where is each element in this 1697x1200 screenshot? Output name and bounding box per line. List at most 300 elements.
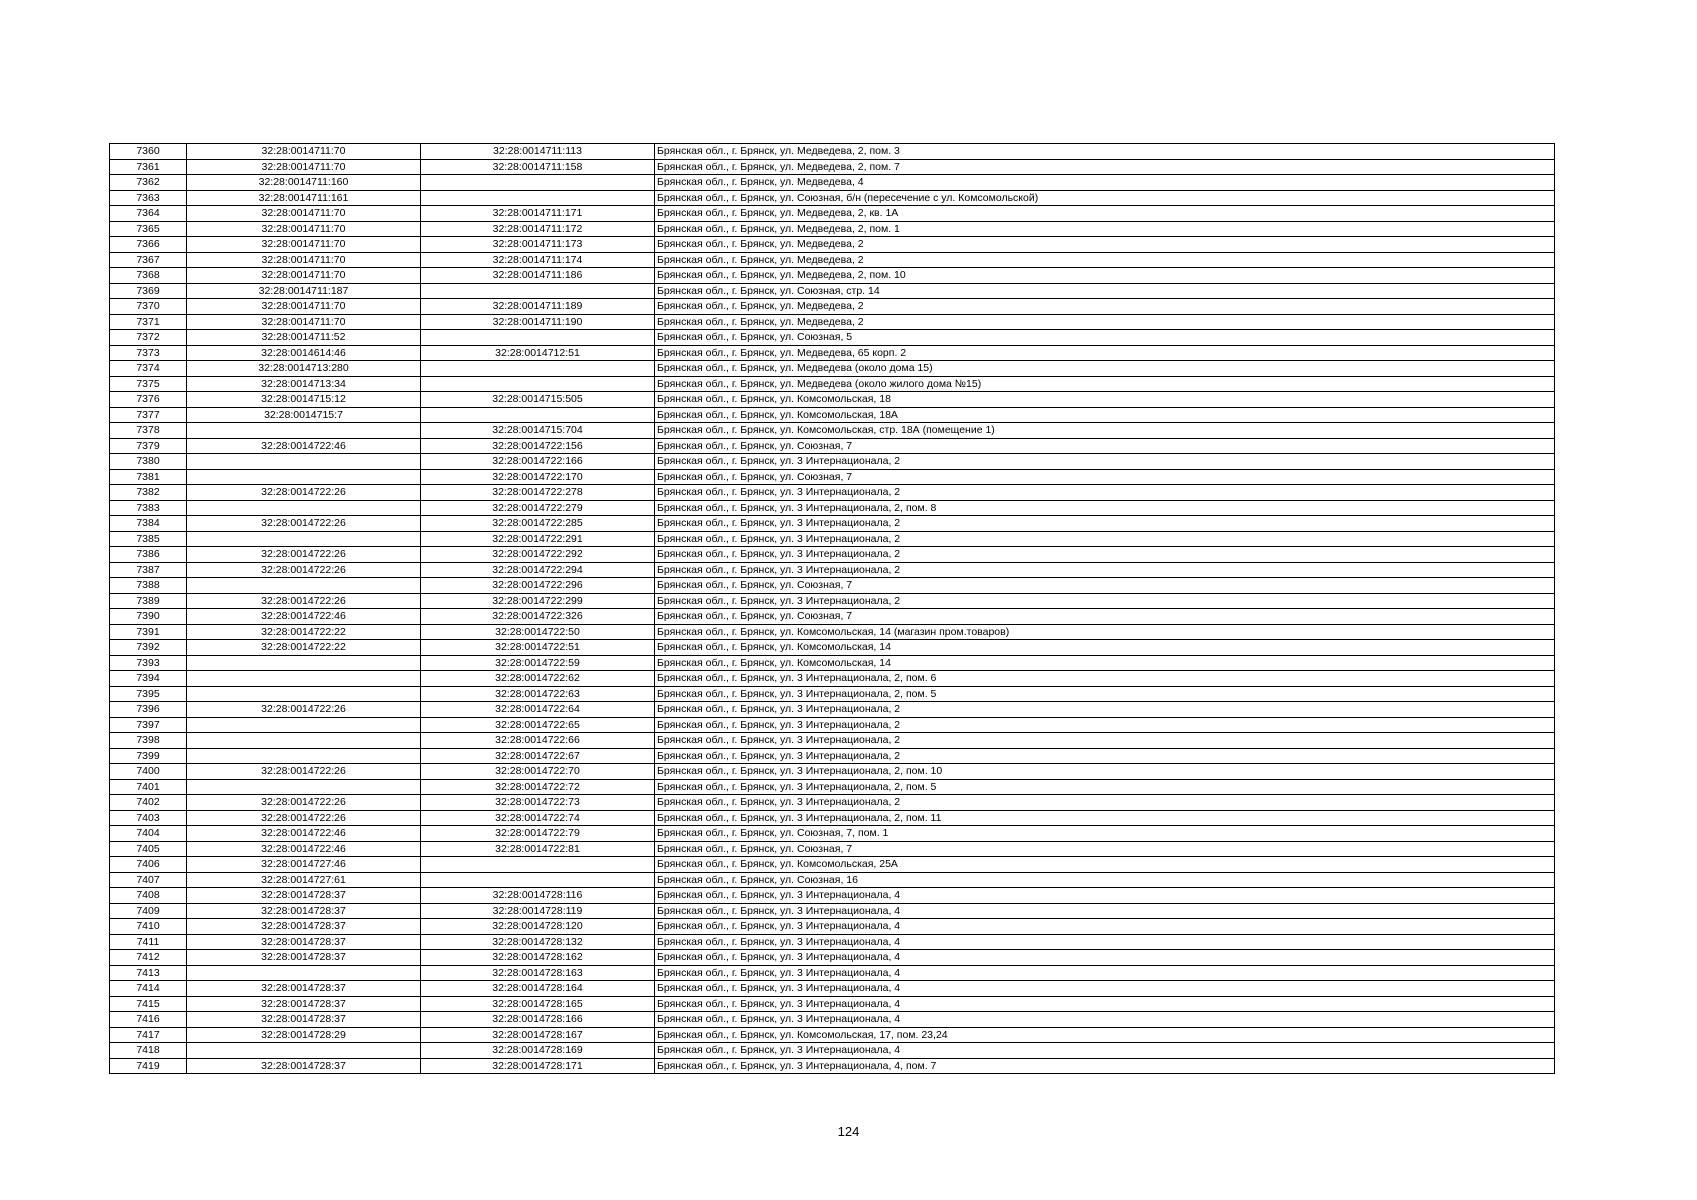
object-cadastral-number-cell: 32:28:0014722:79	[421, 826, 655, 842]
table-row	[110, 252, 1555, 268]
address-cell: Брянская обл., г. Брянск, ул. Комсомольская, 14 (магазин пром.товаров)	[655, 624, 1555, 640]
object-cadastral-number-cell	[421, 175, 655, 191]
address-cell: Брянская обл., г. Брянск, ул. 3 Интернационала, 2, пом. 10	[655, 764, 1555, 780]
object-cadastral-number-cell: 32:28:0014728:162	[421, 950, 655, 966]
table-row	[110, 345, 1555, 361]
table-row	[110, 779, 1555, 795]
address-cell: Брянская обл., г. Брянск, ул. 3 Интернационала, 2, пом. 6	[655, 671, 1555, 687]
parent-cadastral-number-cell: 32:28:0014722:26	[187, 516, 421, 532]
object-cadastral-number-cell: 32:28:0014711:173	[421, 237, 655, 253]
row-number-cell: 7375	[110, 376, 187, 392]
parent-cadastral-number-cell: 32:28:0014711:161	[187, 190, 421, 206]
parent-cadastral-number-cell	[187, 500, 421, 516]
table-row	[110, 810, 1555, 826]
table-row	[110, 686, 1555, 702]
address-cell: Брянская обл., г. Брянск, ул. Медведева, 4	[655, 175, 1555, 191]
object-cadastral-number-cell: 32:28:0014722:81	[421, 841, 655, 857]
row-number-cell: 7417	[110, 1027, 187, 1043]
table-row	[110, 1027, 1555, 1043]
parent-cadastral-number-cell: 32:28:0014722:26	[187, 702, 421, 718]
object-cadastral-number-cell: 32:28:0014722:72	[421, 779, 655, 795]
table-row	[110, 531, 1555, 547]
table-row	[110, 1043, 1555, 1059]
object-cadastral-number-cell: 32:28:0014722:50	[421, 624, 655, 640]
object-cadastral-number-cell: 32:28:0014715:704	[421, 423, 655, 439]
row-number-cell: 7378	[110, 423, 187, 439]
address-cell: Брянская обл., г. Брянск, ул. Союзная, 16	[655, 872, 1555, 888]
object-cadastral-number-cell: 32:28:0014711:189	[421, 299, 655, 315]
table-row	[110, 330, 1555, 346]
address-cell: Брянская обл., г. Брянск, ул. 3 Интернационала, 2, пом. 8	[655, 500, 1555, 516]
object-cadastral-number-cell	[421, 857, 655, 873]
parent-cadastral-number-cell: 32:28:0014722:46	[187, 438, 421, 454]
address-cell: Брянская обл., г. Брянск, ул. Медведева, 2	[655, 314, 1555, 330]
table-row	[110, 578, 1555, 594]
address-cell: Брянская обл., г. Брянск, ул. Союзная, 7	[655, 578, 1555, 594]
object-cadastral-number-cell: 32:28:0014711:158	[421, 159, 655, 175]
object-cadastral-number-cell: 32:28:0014728:167	[421, 1027, 655, 1043]
address-cell: Брянская обл., г. Брянск, ул. Комсомольская, 17, пом. 23,24	[655, 1027, 1555, 1043]
table-row	[110, 206, 1555, 222]
row-number-cell: 7388	[110, 578, 187, 594]
parent-cadastral-number-cell: 32:28:0014722:26	[187, 562, 421, 578]
row-number-cell: 7395	[110, 686, 187, 702]
object-cadastral-number-cell: 32:28:0014722:294	[421, 562, 655, 578]
row-number-cell: 7393	[110, 655, 187, 671]
address-cell: Брянская обл., г. Брянск, ул. 3 Интернационала, 4	[655, 934, 1555, 950]
address-cell: Брянская обл., г. Брянск, ул. Комсомольская, стр. 18А (помещение 1)	[655, 423, 1555, 439]
parent-cadastral-number-cell	[187, 531, 421, 547]
parent-cadastral-number-cell	[187, 1043, 421, 1059]
object-cadastral-number-cell: 32:28:0014728:116	[421, 888, 655, 904]
address-cell: Брянская обл., г. Брянск, ул. 3 Интернационала, 4	[655, 1043, 1555, 1059]
parent-cadastral-number-cell: 32:28:0014728:37	[187, 950, 421, 966]
table-row	[110, 872, 1555, 888]
parent-cadastral-number-cell: 32:28:0014711:70	[187, 144, 421, 160]
object-cadastral-number-cell: 32:28:0014728:165	[421, 996, 655, 1012]
table-row	[110, 748, 1555, 764]
parent-cadastral-number-cell: 32:28:0014722:26	[187, 764, 421, 780]
table-row	[110, 144, 1555, 160]
row-number-cell: 7394	[110, 671, 187, 687]
parent-cadastral-number-cell: 32:28:0014722:22	[187, 640, 421, 656]
parent-cadastral-number-cell: 32:28:0014711:52	[187, 330, 421, 346]
table-row	[110, 485, 1555, 501]
table-row	[110, 795, 1555, 811]
object-cadastral-number-cell: 32:28:0014722:285	[421, 516, 655, 532]
table-row	[110, 640, 1555, 656]
parent-cadastral-number-cell: 32:28:0014728:37	[187, 903, 421, 919]
table-row	[110, 919, 1555, 935]
object-cadastral-number-cell: 32:28:0014722:278	[421, 485, 655, 501]
parent-cadastral-number-cell	[187, 423, 421, 439]
address-cell: Брянская обл., г. Брянск, ул. 3 Интернационала, 4, пом. 7	[655, 1058, 1555, 1074]
row-number-cell: 7363	[110, 190, 187, 206]
row-number-cell: 7419	[110, 1058, 187, 1074]
table-row	[110, 1012, 1555, 1028]
address-cell: Брянская обл., г. Брянск, ул. Медведева, 2, пом. 1	[655, 221, 1555, 237]
address-cell: Брянская обл., г. Брянск, ул. Медведева (около дома 15)	[655, 361, 1555, 377]
row-number-cell: 7373	[110, 345, 187, 361]
address-cell: Брянская обл., г. Брянск, ул. Комсомольская, 14	[655, 640, 1555, 656]
table-row	[110, 609, 1555, 625]
parent-cadastral-number-cell: 32:28:0014715:12	[187, 392, 421, 408]
parent-cadastral-number-cell: 32:28:0014728:37	[187, 919, 421, 935]
table-row	[110, 965, 1555, 981]
row-number-cell: 7389	[110, 593, 187, 609]
address-cell: Брянская обл., г. Брянск, ул. Медведева, 2, пом. 10	[655, 268, 1555, 284]
table-row	[110, 950, 1555, 966]
table-row	[110, 376, 1555, 392]
table-row	[110, 593, 1555, 609]
address-cell: Брянская обл., г. Брянск, ул. 3 Интернационала, 2, пом. 5	[655, 686, 1555, 702]
table-row	[110, 190, 1555, 206]
row-number-cell: 7376	[110, 392, 187, 408]
object-cadastral-number-cell	[421, 407, 655, 423]
parent-cadastral-number-cell: 32:28:0014713:280	[187, 361, 421, 377]
address-cell: Брянская обл., г. Брянск, ул. Медведева, 2	[655, 237, 1555, 253]
parent-cadastral-number-cell: 32:28:0014728:37	[187, 1058, 421, 1074]
address-cell: Брянская обл., г. Брянск, ул. Союзная, 7	[655, 469, 1555, 485]
table-row	[110, 454, 1555, 470]
address-cell: Брянская обл., г. Брянск, ул. 3 Интернационала, 2	[655, 547, 1555, 563]
object-cadastral-number-cell: 32:28:0014711:171	[421, 206, 655, 222]
row-number-cell: 7391	[110, 624, 187, 640]
object-cadastral-number-cell: 32:28:0014728:171	[421, 1058, 655, 1074]
parent-cadastral-number-cell	[187, 748, 421, 764]
address-cell: Брянская обл., г. Брянск, ул. Союзная, 7	[655, 609, 1555, 625]
table-row	[110, 469, 1555, 485]
row-number-cell: 7392	[110, 640, 187, 656]
object-cadastral-number-cell: 32:28:0014728:132	[421, 934, 655, 950]
address-cell: Брянская обл., г. Брянск, ул. 3 Интернационала, 2	[655, 531, 1555, 547]
row-number-cell: 7402	[110, 795, 187, 811]
object-cadastral-number-cell: 32:28:0014728:163	[421, 965, 655, 981]
row-number-cell: 7408	[110, 888, 187, 904]
object-cadastral-number-cell: 32:28:0014722:67	[421, 748, 655, 764]
parent-cadastral-number-cell: 32:28:0014722:26	[187, 810, 421, 826]
row-number-cell: 7360	[110, 144, 187, 160]
object-cadastral-number-cell: 32:28:0014722:65	[421, 717, 655, 733]
object-cadastral-number-cell: 32:28:0014722:64	[421, 702, 655, 718]
object-cadastral-number-cell: 32:28:0014711:174	[421, 252, 655, 268]
address-cell: Брянская обл., г. Брянск, ул. Союзная, б/н (пересечение с ул. Комсомольской)	[655, 190, 1555, 206]
address-cell: Брянская обл., г. Брянск, ул. 3 Интернационала, 2	[655, 702, 1555, 718]
parent-cadastral-number-cell: 32:28:0014711:70	[187, 252, 421, 268]
row-number-cell: 7361	[110, 159, 187, 175]
object-cadastral-number-cell: 32:28:0014722:170	[421, 469, 655, 485]
row-number-cell: 7384	[110, 516, 187, 532]
parent-cadastral-number-cell	[187, 717, 421, 733]
object-cadastral-number-cell	[421, 376, 655, 392]
row-number-cell: 7364	[110, 206, 187, 222]
object-cadastral-number-cell: 32:28:0014728:169	[421, 1043, 655, 1059]
table-row	[110, 1058, 1555, 1074]
parent-cadastral-number-cell: 32:28:0014711:70	[187, 221, 421, 237]
row-number-cell: 7405	[110, 841, 187, 857]
row-number-cell: 7370	[110, 299, 187, 315]
row-number-cell: 7386	[110, 547, 187, 563]
address-cell: Брянская обл., г. Брянск, ул. Медведева, 65 корп. 2	[655, 345, 1555, 361]
address-cell: Брянская обл., г. Брянск, ул. 3 Интернационала, 4	[655, 996, 1555, 1012]
object-cadastral-number-cell: 32:28:0014711:172	[421, 221, 655, 237]
address-cell: Брянская обл., г. Брянск, ул. 3 Интернационала, 2	[655, 485, 1555, 501]
object-cadastral-number-cell: 32:28:0014722:63	[421, 686, 655, 702]
address-cell: Брянская обл., г. Брянск, ул. Комсомольская, 18	[655, 392, 1555, 408]
object-cadastral-number-cell: 32:28:0014722:74	[421, 810, 655, 826]
parent-cadastral-number-cell: 32:28:0014711:70	[187, 299, 421, 315]
address-cell: Брянская обл., г. Брянск, ул. Союзная, 7, пом. 1	[655, 826, 1555, 842]
object-cadastral-number-cell: 32:28:0014722:51	[421, 640, 655, 656]
address-cell: Брянская обл., г. Брянск, ул. 3 Интернационала, 2	[655, 454, 1555, 470]
table-row	[110, 562, 1555, 578]
object-cadastral-number-cell: 32:28:0014715:505	[421, 392, 655, 408]
address-cell: Брянская обл., г. Брянск, ул. 3 Интернационала, 4	[655, 888, 1555, 904]
object-cadastral-number-cell	[421, 330, 655, 346]
parent-cadastral-number-cell: 32:28:0014711:70	[187, 206, 421, 222]
address-cell: Брянская обл., г. Брянск, ул. 3 Интернационала, 2	[655, 562, 1555, 578]
object-cadastral-number-cell: 32:28:0014722:291	[421, 531, 655, 547]
table-row	[110, 934, 1555, 950]
row-number-cell: 7397	[110, 717, 187, 733]
parent-cadastral-number-cell: 32:28:0014711:70	[187, 159, 421, 175]
table-row	[110, 981, 1555, 997]
registry-table	[109, 143, 1555, 1074]
parent-cadastral-number-cell: 32:28:0014728:37	[187, 934, 421, 950]
row-number-cell: 7377	[110, 407, 187, 423]
table-row	[110, 500, 1555, 516]
parent-cadastral-number-cell	[187, 454, 421, 470]
table-row	[110, 299, 1555, 315]
address-cell: Брянская обл., г. Брянск, ул. Союзная, 7	[655, 841, 1555, 857]
object-cadastral-number-cell: 32:28:0014722:296	[421, 578, 655, 594]
parent-cadastral-number-cell: 32:28:0014715:7	[187, 407, 421, 423]
object-cadastral-number-cell: 32:28:0014711:186	[421, 268, 655, 284]
address-cell: Брянская обл., г. Брянск, ул. Медведева, 2, кв. 1А	[655, 206, 1555, 222]
row-number-cell: 7403	[110, 810, 187, 826]
address-cell: Брянская обл., г. Брянск, ул. 3 Интернационала, 4	[655, 919, 1555, 935]
table-row	[110, 516, 1555, 532]
row-number-cell: 7418	[110, 1043, 187, 1059]
table-row	[110, 159, 1555, 175]
address-cell: Брянская обл., г. Брянск, ул. 3 Интернационала, 2, пом. 5	[655, 779, 1555, 795]
table-row	[110, 888, 1555, 904]
object-cadastral-number-cell: 32:28:0014728:119	[421, 903, 655, 919]
parent-cadastral-number-cell	[187, 779, 421, 795]
parent-cadastral-number-cell	[187, 469, 421, 485]
row-number-cell: 7374	[110, 361, 187, 377]
row-number-cell: 7381	[110, 469, 187, 485]
parent-cadastral-number-cell: 32:28:0014728:37	[187, 1012, 421, 1028]
row-number-cell: 7371	[110, 314, 187, 330]
table-row	[110, 438, 1555, 454]
table-row	[110, 423, 1555, 439]
row-number-cell: 7383	[110, 500, 187, 516]
parent-cadastral-number-cell: 32:28:0014711:70	[187, 237, 421, 253]
table-row	[110, 283, 1555, 299]
table-row	[110, 547, 1555, 563]
table-row	[110, 996, 1555, 1012]
address-cell: Брянская обл., г. Брянск, ул. Медведева (около жилого дома №15)	[655, 376, 1555, 392]
object-cadastral-number-cell: 32:28:0014728:164	[421, 981, 655, 997]
row-number-cell: 7410	[110, 919, 187, 935]
row-number-cell: 7399	[110, 748, 187, 764]
parent-cadastral-number-cell: 32:28:0014711:70	[187, 314, 421, 330]
table-row	[110, 857, 1555, 873]
address-cell: Брянская обл., г. Брянск, ул. Союзная, 5	[655, 330, 1555, 346]
row-number-cell: 7400	[110, 764, 187, 780]
address-cell: Брянская обл., г. Брянск, ул. Медведева, 2, пом. 7	[655, 159, 1555, 175]
object-cadastral-number-cell: 32:28:0014722:279	[421, 500, 655, 516]
parent-cadastral-number-cell	[187, 671, 421, 687]
row-number-cell: 7413	[110, 965, 187, 981]
parent-cadastral-number-cell: 32:28:0014722:26	[187, 795, 421, 811]
parent-cadastral-number-cell	[187, 965, 421, 981]
object-cadastral-number-cell: 32:28:0014728:120	[421, 919, 655, 935]
address-cell: Брянская обл., г. Брянск, ул. 3 Интернационала, 2	[655, 748, 1555, 764]
parent-cadastral-number-cell: 32:28:0014722:46	[187, 826, 421, 842]
page-number: 124	[837, 1124, 860, 1139]
object-cadastral-number-cell: 32:28:0014722:299	[421, 593, 655, 609]
object-cadastral-number-cell	[421, 283, 655, 299]
address-cell: Брянская обл., г. Брянск, ул. 3 Интернационала, 2	[655, 593, 1555, 609]
parent-cadastral-number-cell: 32:28:0014711:160	[187, 175, 421, 191]
row-number-cell: 7385	[110, 531, 187, 547]
row-number-cell: 7362	[110, 175, 187, 191]
parent-cadastral-number-cell: 32:28:0014728:37	[187, 996, 421, 1012]
parent-cadastral-number-cell: 32:28:0014722:26	[187, 485, 421, 501]
parent-cadastral-number-cell: 32:28:0014722:22	[187, 624, 421, 640]
row-number-cell: 7416	[110, 1012, 187, 1028]
parent-cadastral-number-cell: 32:28:0014728:29	[187, 1027, 421, 1043]
address-cell: Брянская обл., г. Брянск, ул. 3 Интернационала, 4	[655, 981, 1555, 997]
table-row	[110, 841, 1555, 857]
table-row	[110, 237, 1555, 253]
parent-cadastral-number-cell: 32:28:0014728:37	[187, 888, 421, 904]
parent-cadastral-number-cell: 32:28:0014722:46	[187, 841, 421, 857]
row-number-cell: 7368	[110, 268, 187, 284]
table-row	[110, 826, 1555, 842]
address-cell: Брянская обл., г. Брянск, ул. Комсомольская, 18А	[655, 407, 1555, 423]
row-number-cell: 7379	[110, 438, 187, 454]
row-number-cell: 7407	[110, 872, 187, 888]
address-cell: Брянская обл., г. Брянск, ул. Медведева, 2	[655, 299, 1555, 315]
object-cadastral-number-cell: 32:28:0014722:292	[421, 547, 655, 563]
table-row	[110, 361, 1555, 377]
object-cadastral-number-cell: 32:28:0014722:66	[421, 733, 655, 749]
parent-cadastral-number-cell	[187, 733, 421, 749]
row-number-cell: 7396	[110, 702, 187, 718]
parent-cadastral-number-cell: 32:28:0014722:46	[187, 609, 421, 625]
parent-cadastral-number-cell: 32:28:0014722:26	[187, 547, 421, 563]
address-cell: Брянская обл., г. Брянск, ул. 3 Интернационала, 2	[655, 733, 1555, 749]
object-cadastral-number-cell: 32:28:0014722:166	[421, 454, 655, 470]
address-cell: Брянская обл., г. Брянск, ул. Медведева, 2	[655, 252, 1555, 268]
object-cadastral-number-cell: 32:28:0014722:70	[421, 764, 655, 780]
address-cell: Брянская обл., г. Брянск, ул. Комсомольская, 14	[655, 655, 1555, 671]
row-number-cell: 7372	[110, 330, 187, 346]
object-cadastral-number-cell: 32:28:0014722:156	[421, 438, 655, 454]
object-cadastral-number-cell: 32:28:0014728:166	[421, 1012, 655, 1028]
table-row	[110, 671, 1555, 687]
table-row	[110, 717, 1555, 733]
address-cell: Брянская обл., г. Брянск, ул. Комсомольская, 25А	[655, 857, 1555, 873]
parent-cadastral-number-cell: 32:28:0014728:37	[187, 981, 421, 997]
row-number-cell: 7398	[110, 733, 187, 749]
table-row	[110, 764, 1555, 780]
parent-cadastral-number-cell: 32:28:0014727:61	[187, 872, 421, 888]
object-cadastral-number-cell: 32:28:0014722:73	[421, 795, 655, 811]
object-cadastral-number-cell	[421, 872, 655, 888]
table-row	[110, 268, 1555, 284]
row-number-cell: 7380	[110, 454, 187, 470]
parent-cadastral-number-cell	[187, 578, 421, 594]
object-cadastral-number-cell	[421, 190, 655, 206]
object-cadastral-number-cell: 32:28:0014722:59	[421, 655, 655, 671]
object-cadastral-number-cell	[421, 361, 655, 377]
table-row	[110, 903, 1555, 919]
address-cell: Брянская обл., г. Брянск, ул. 3 Интернационала, 4	[655, 965, 1555, 981]
row-number-cell: 7387	[110, 562, 187, 578]
address-cell: Брянская обл., г. Брянск, ул. Медведева, 2, пом. 3	[655, 144, 1555, 160]
row-number-cell: 7412	[110, 950, 187, 966]
row-number-cell: 7415	[110, 996, 187, 1012]
row-number-cell: 7406	[110, 857, 187, 873]
parent-cadastral-number-cell	[187, 686, 421, 702]
row-number-cell: 7409	[110, 903, 187, 919]
address-cell: Брянская обл., г. Брянск, ул. 3 Интернационала, 4	[655, 1012, 1555, 1028]
table-row	[110, 624, 1555, 640]
table-body	[110, 144, 1555, 1074]
object-cadastral-number-cell: 32:28:0014722:62	[421, 671, 655, 687]
table-row	[110, 175, 1555, 191]
object-cadastral-number-cell: 32:28:0014722:326	[421, 609, 655, 625]
row-number-cell: 7365	[110, 221, 187, 237]
row-number-cell: 7404	[110, 826, 187, 842]
address-cell: Брянская обл., г. Брянск, ул. 3 Интернационала, 2	[655, 717, 1555, 733]
row-number-cell: 7382	[110, 485, 187, 501]
row-number-cell: 7401	[110, 779, 187, 795]
table-row	[110, 392, 1555, 408]
parent-cadastral-number-cell: 32:28:0014722:26	[187, 593, 421, 609]
address-cell: Брянская обл., г. Брянск, ул. Союзная, 7	[655, 438, 1555, 454]
table-row	[110, 733, 1555, 749]
row-number-cell: 7411	[110, 934, 187, 950]
row-number-cell: 7366	[110, 237, 187, 253]
table-row	[110, 314, 1555, 330]
parent-cadastral-number-cell: 32:28:0014711:70	[187, 268, 421, 284]
row-number-cell: 7390	[110, 609, 187, 625]
parent-cadastral-number-cell: 32:28:0014713:34	[187, 376, 421, 392]
address-cell: Брянская обл., г. Брянск, ул. 3 Интернационала, 4	[655, 950, 1555, 966]
address-cell: Брянская обл., г. Брянск, ул. 3 Интернационала, 4	[655, 903, 1555, 919]
table-row	[110, 655, 1555, 671]
parent-cadastral-number-cell: 32:28:0014711:187	[187, 283, 421, 299]
parent-cadastral-number-cell: 32:28:0014614:46	[187, 345, 421, 361]
object-cadastral-number-cell: 32:28:0014711:113	[421, 144, 655, 160]
parent-cadastral-number-cell: 32:28:0014727:46	[187, 857, 421, 873]
row-number-cell: 7369	[110, 283, 187, 299]
row-number-cell: 7414	[110, 981, 187, 997]
object-cadastral-number-cell: 32:28:0014712:51	[421, 345, 655, 361]
row-number-cell: 7367	[110, 252, 187, 268]
table-row	[110, 221, 1555, 237]
address-cell: Брянская обл., г. Брянск, ул. 3 Интернационала, 2	[655, 795, 1555, 811]
address-cell: Брянская обл., г. Брянск, ул. Союзная, стр. 14	[655, 283, 1555, 299]
parent-cadastral-number-cell	[187, 655, 421, 671]
table-row	[110, 702, 1555, 718]
address-cell: Брянская обл., г. Брянск, ул. 3 Интернационала, 2	[655, 516, 1555, 532]
